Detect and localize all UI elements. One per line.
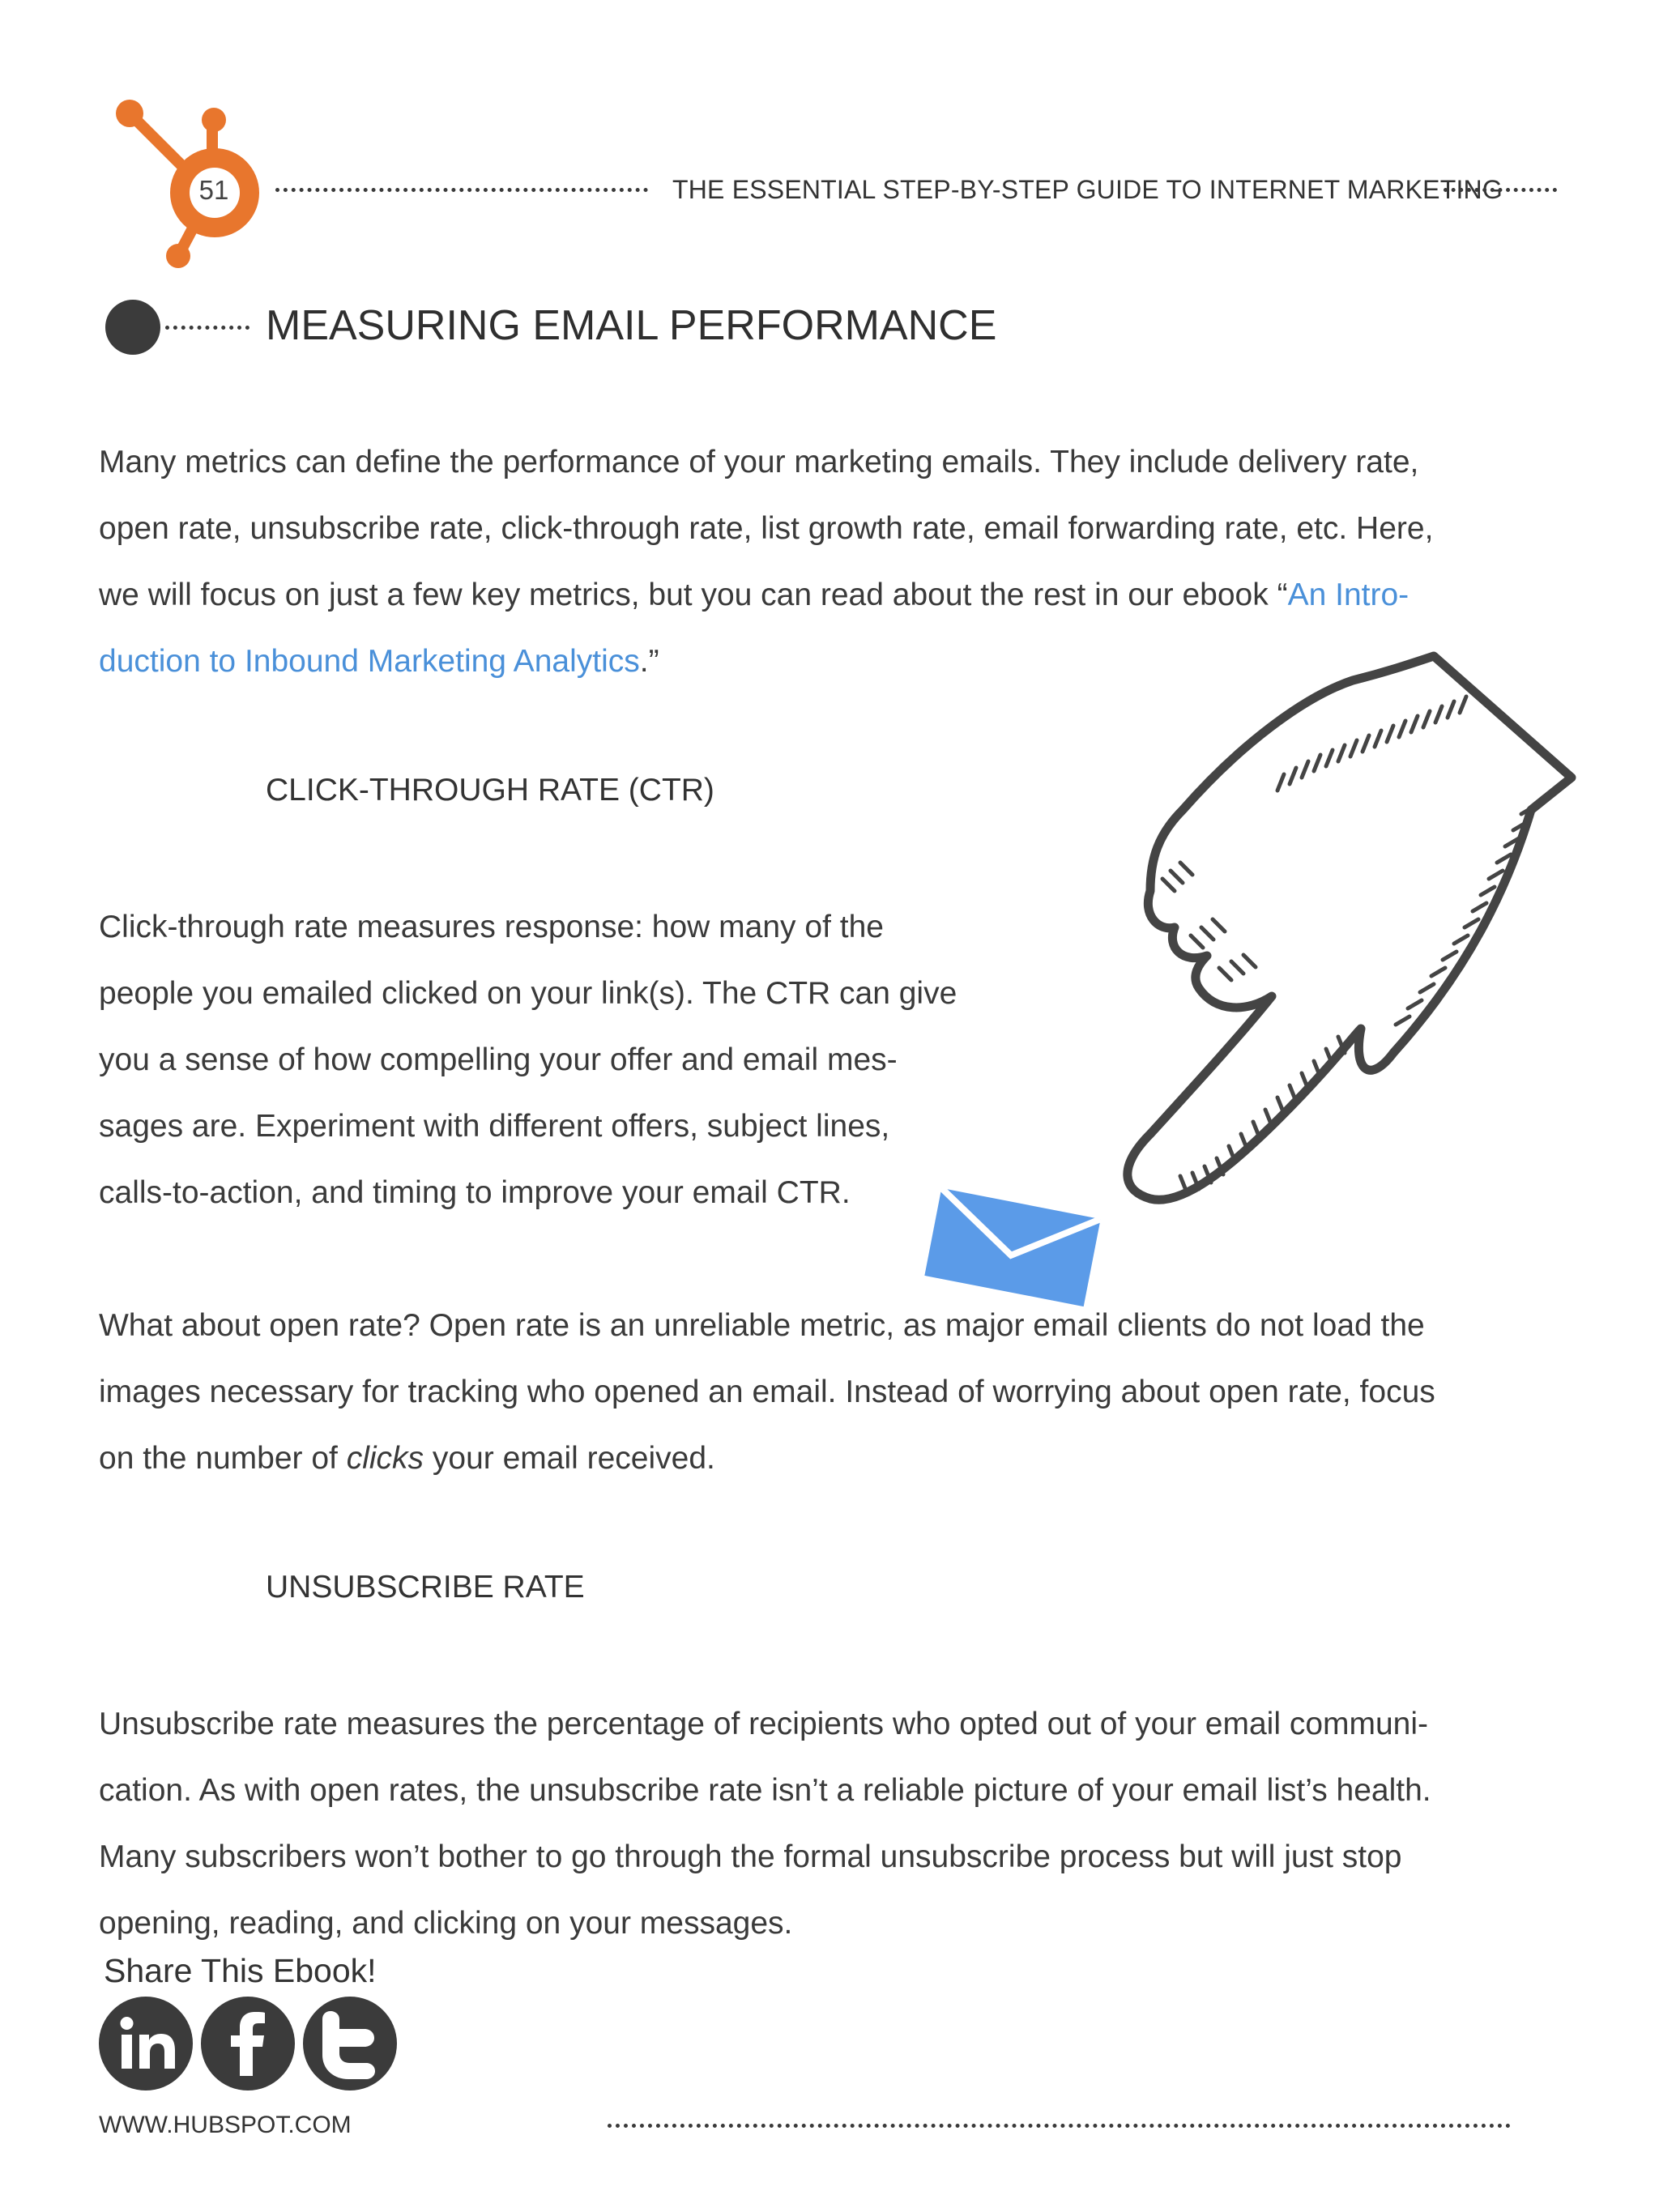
twitter-share-button[interactable] — [303, 1997, 397, 2091]
ctr-heading: CLICK-THROUGH RATE (CTR) — [266, 773, 714, 808]
pointing-hand-icon — [1085, 648, 1588, 1215]
header-divider-right — [1444, 188, 1557, 192]
twitter-icon — [303, 1997, 397, 2091]
ctr-line-5: calls-to-action, and timing to improve your email CTR. — [99, 1175, 851, 1210]
open-rate-line-2: images necessary for tracking who opened an email. Instead of worrying about open rate, focus — [99, 1375, 1435, 1409]
linkedin-icon — [99, 1997, 193, 2091]
clicks-emphasis: clicks — [346, 1441, 424, 1476]
facebook-icon — [201, 1997, 295, 2091]
page-number: 51 — [198, 175, 229, 205]
unsubscribe-line-3: Many subscribers won’t bother to go through the formal unsubscribe process but will just stop — [99, 1839, 1402, 1874]
intro-line-3-text: we will focus on just a few key metrics, but you can read about the rest in our ebook “ — [99, 578, 1288, 612]
linkedin-share-button[interactable] — [99, 1997, 193, 2091]
open-rate-line-1: What about open rate? Open rate is an unreliable metric, as major email clients do not load the — [99, 1308, 1425, 1343]
unsubscribe-paragraph — [99, 1691, 1622, 1957]
section-title: MEASURING EMAIL PERFORMANCE — [266, 302, 997, 349]
intro-line-3 — [99, 562, 1622, 629]
ctr-line-4: sages are. Experiment with different offers, subject lines, — [99, 1109, 890, 1144]
header-divider-left — [275, 188, 648, 192]
intro-line-4-end: .” — [639, 644, 659, 679]
analytics-ebook-link-part1[interactable]: An Intro- — [1287, 578, 1410, 612]
footer-url: WWW.HUBSPOT.COM — [99, 2112, 352, 2138]
ctr-line-1: Click-through rate measures response: how many of the — [99, 910, 884, 944]
open-rate-line-3-end: your email received. — [424, 1441, 715, 1476]
unsubscribe-line-2: cation. As with open rates, the unsubscribe rate isn’t a reliable picture of your email list’s health. — [99, 1773, 1431, 1808]
share-label: Share This Ebook! — [104, 1952, 377, 1989]
section-bullet — [105, 300, 160, 355]
analytics-ebook-link-part2[interactable]: duction to Inbound Marketing Analytics — [99, 644, 640, 679]
ctr-paragraph — [99, 894, 1071, 1226]
intro-line-1: Many metrics can define the performance of your marketing emails. They include delivery rate, — [99, 445, 1419, 479]
ctr-line-3: you a sense of how compelling your offer and email mes- — [99, 1042, 898, 1077]
guide-title: THE ESSENTIAL STEP-BY-STEP GUIDE TO INTERNET MARKETING — [672, 175, 1503, 204]
open-rate-paragraph — [99, 1293, 1622, 1492]
open-rate-line-3-start: on the number of — [99, 1441, 347, 1476]
unsubscribe-line-4: opening, reading, and clicking on your messages. — [99, 1906, 793, 1941]
footer-divider — [608, 2124, 1511, 2128]
unsubscribe-line-1: Unsubscribe rate measures the percentage of recipients who opted out of your email communi- — [99, 1707, 1429, 1741]
unsubscribe-heading: UNSUBSCRIBE RATE — [266, 1570, 585, 1605]
intro-line-2: open rate, unsubscribe rate, click-through rate, list growth rate, email forwarding rate, etc. Here, — [99, 511, 1434, 546]
facebook-share-button[interactable] — [201, 1997, 295, 2091]
open-rate-line-3 — [99, 1426, 1622, 1492]
ctr-line-2: people you emailed clicked on your link(s). The CTR can give — [99, 976, 957, 1011]
section-title-divider — [165, 326, 249, 330]
